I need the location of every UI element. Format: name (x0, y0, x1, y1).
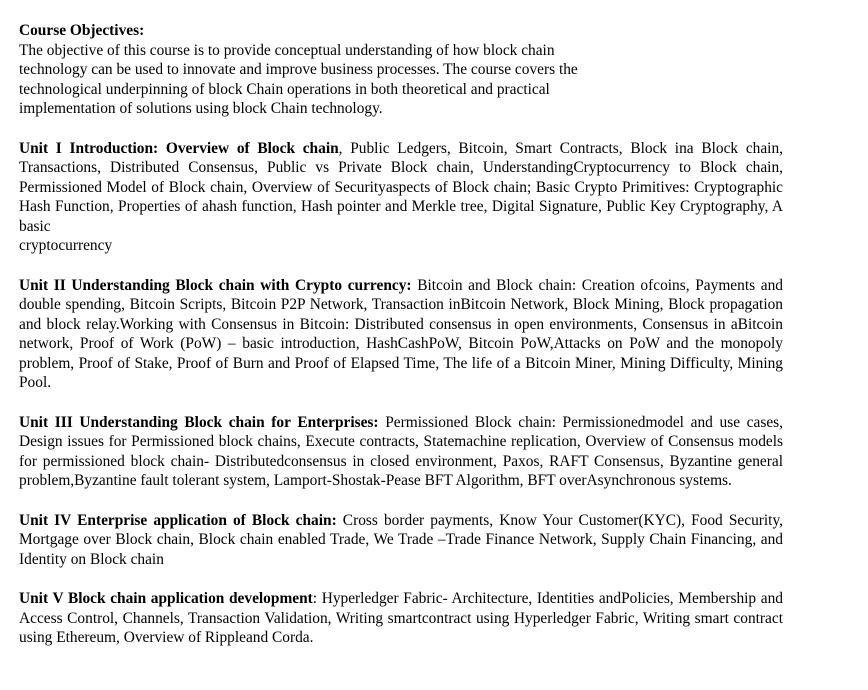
objectives-line: implementation of solutions using block Chain technology. (19, 100, 383, 117)
unit-1-body: , Public Ledgers, Bitcoin, Smart Contracts, Block ina Block chain, Transactions, Distributed Consensus, Public vs Private Block chain, UnderstandingCryptocurrency to Block chain, Permissioned Model of Block chain, Overview of Securityaspects of Block chain; Basic Crypto Primitives: Cryptographic Hash Function, Properties of ahash function, Hash pointer and Merkle tree, Digital Signature, Public Key Cryptography, A basic (19, 139, 783, 235)
unit-1-paragraph (19, 139, 783, 256)
unit-2-body: Bitcoin and Block chain: Creation ofcoins, Payments and double spending, Bitcoin Scripts, Bitcoin P2P Network, Transaction inBitcoin Network, Block Mining, Block propagation and block relay.Working with Consensus in Bitcoin: Distributed consensus in open environments, Consensus in aBitcoin network, Proof of Work (PoW) – basic introduction, HashCashPoW, Bitcoin PoW,Attacks on PoW and the monopoly problem, Proof of Stake, Proof of Burn and Proof of Elapsed Time, The life of a Bitcoin Miner, Mining Difficulty, Mining Pool. (19, 276, 783, 391)
unit-3-body: Permissioned Block chain: Permissionedmodel and use cases, Design issues for Permissioned block chains, Execute contracts, Statemachine replication, Overview of Consensus models for permissioned block chain- Distributedconsensus in closed environment, Paxos, RAFT Consensus, Byzantine general problem,Byzantine fault tolerant system, Lamport-Shostak-Pease BFT Algorithm, BFT overAsynchronous systems. (19, 413, 784, 489)
unit-4-paragraph (19, 511, 783, 570)
unit-5-body: : Hyperledger Fabric- Architecture, Identities andPolicies, Membership and Access Control, Channels, Transaction Validation, Writing smartcontract using Hyperledger Fabric, Writing smart contract using Ethereum, Overview of Rippleand Corda. (19, 590, 783, 646)
unit-2-title: Unit II Understanding Block chain with Crypto currency: (19, 276, 412, 294)
unit-3-paragraph (19, 413, 783, 491)
syllabus-page (19, 21, 783, 648)
unit-5-title: Unit V Block chain application development (19, 590, 313, 607)
objectives-line: technological underpinning of block Chain operations in both theoretical and practical (19, 80, 550, 98)
unit-4-title: Unit IV Enterprise application of Block chain: (19, 511, 337, 529)
unit-2-paragraph (19, 276, 783, 393)
course-objectives-section (19, 21, 783, 119)
course-objectives-heading: Course Objectives: (19, 22, 145, 39)
unit-4-body: Cross border payments, Know Your Customer(KYC), Food Security, Mortgage over Block chain, Block chain enabled Trade, We Trade –Trade Finance Network, Supply Chain Financing, and Identity on Block chain (19, 511, 783, 568)
unit-5-paragraph (19, 589, 783, 648)
unit-1-tail: cryptocurrency (19, 237, 113, 254)
objectives-line: technology can be used to innovate and improve business processes. The course covers the (19, 61, 578, 78)
objectives-line: The objective of this course is to provide conceptual understanding of how block chain (19, 41, 555, 59)
unit-3-title: Unit III Understanding Block chain for Enterprises: (19, 413, 379, 431)
unit-1-title: Unit I Introduction: Overview of Block chain (19, 139, 339, 157)
